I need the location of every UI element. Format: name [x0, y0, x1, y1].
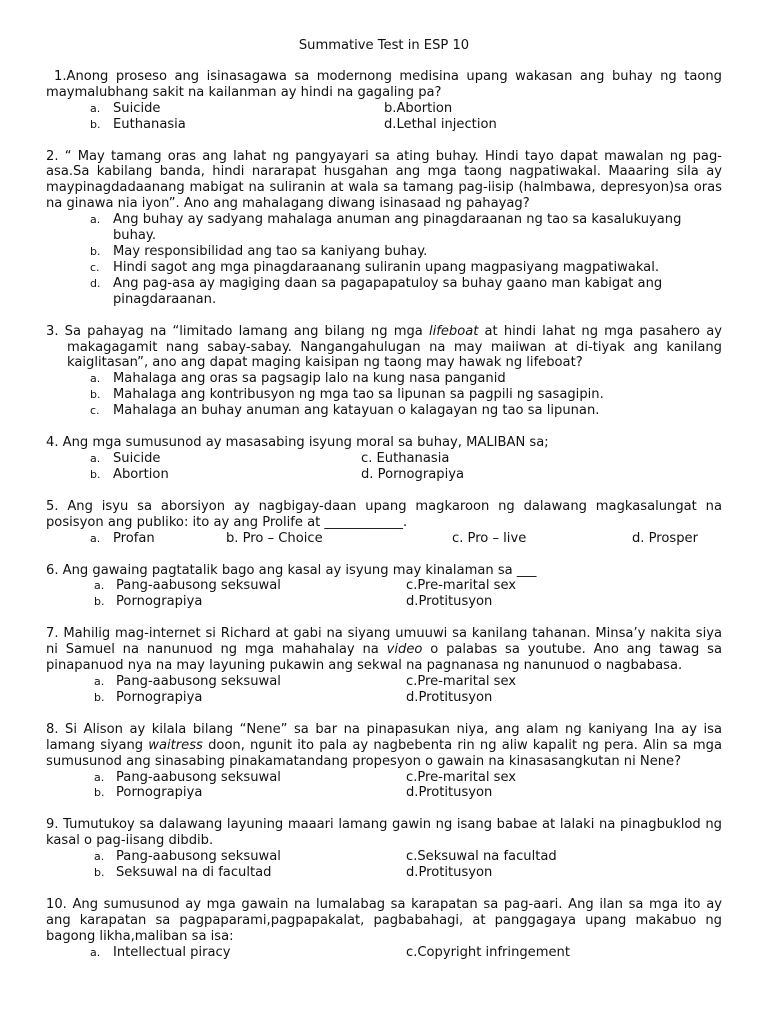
question-6-options — [46, 578, 722, 610]
question-1 — [46, 69, 722, 133]
option-b: b. Mahalaga ang kontribusyon ng mga tao sa lipunan sa pagpili ng sasagipin. — [90, 387, 604, 403]
option-b: b. Pornograpiya — [94, 785, 203, 801]
option-a-marker: a. — [90, 531, 101, 545]
option-a: a. Pang-aabusong seksuwal — [94, 578, 281, 594]
option-c: c.Copyright infringement — [406, 944, 570, 960]
question-3 — [46, 324, 722, 419]
question-6 — [46, 563, 722, 611]
option-b: b. Pornograpiya — [94, 689, 203, 705]
question-1-stem: 1.Anong proseso ang isinasagawa sa modernong medisina upang wakasan ang buhay ng taong maymalubhang sakit na kailanman ay hindi na gagaling pa? — [46, 68, 722, 100]
question-9-stem: 9. Tumutukoy sa dalawang layuning maaari lamang gawin ng isang babae at lalaki na pinagbuklod ng kasal o pag-iisang dibdib. — [46, 817, 722, 849]
option-c: c.Pre-marital sex — [406, 578, 517, 594]
option-d: d. Prosper — [632, 530, 698, 546]
question-2 — [46, 149, 722, 308]
option-a: a. Suicide — [90, 450, 161, 466]
option-c: c.Pre-marital sex — [406, 674, 517, 689]
question-9-options — [46, 849, 722, 881]
option-c: c. Hindi sagot ang mga pinagdaraanang suliranin upang magpasiyang magpatiwakal. — [90, 259, 659, 275]
option-a: a. Suicide — [90, 100, 161, 116]
option-d: d.Lethal injection — [384, 116, 497, 132]
option-a: a. Intellectual piracy — [90, 944, 231, 960]
question-9 — [46, 817, 722, 881]
option-d: d.Protitusyon — [406, 785, 493, 801]
question-2-options — [46, 212, 722, 307]
question-10 — [46, 897, 722, 961]
option-a: a. Pang-aabusong seksuwal — [94, 769, 281, 785]
option-d: d. Ang pag-asa ay magiging daan sa pagapapatuloy sa buhay gaano man kabigat ang pinagdaraanan. — [90, 275, 663, 307]
option-a: a. Pang-aabusong seksuwal — [94, 849, 281, 865]
question-6-stem: 6. Ang gawaing pagtatalik bago ang kasal ay isyung may kinalaman sa ___ — [46, 562, 537, 578]
question-3-stem: 3. Sa pahayag na “limitado lamang ang bilang ng mga lifeboat at hindi lahat ng mga pasahero ay makagagamit nang sabay-sabay. Nangangahulugan na may maiiwan at di-tiyak ang kanilang kaiglitasan”, ano ang dapat maging kaisipan ng taong may hawak ng lifeboat? — [46, 323, 722, 371]
option-a: a. Pang-aabusong seksuwal — [94, 674, 281, 689]
option-d: d.Protitusyon — [406, 689, 493, 705]
option-c: c. Pro – live — [452, 530, 527, 546]
question-4-stem: 4. Ang mga sumusunod ay masasabing isyung moral sa buhay, MALIBAN sa; — [46, 435, 549, 451]
option-d: d. Pornograpiya — [361, 466, 464, 482]
question-5 — [46, 499, 722, 547]
question-7-options — [46, 674, 722, 706]
option-b: b. Abortion — [90, 466, 169, 482]
option-d: d.Protitusyon — [406, 865, 493, 881]
question-4 — [46, 435, 722, 483]
question-8 — [46, 722, 722, 802]
question-3-options — [46, 371, 722, 419]
option-b: b. Seksuwal na di facultad — [94, 865, 272, 881]
option-c: c. Euthanasia — [361, 450, 450, 466]
option-a: a. Mahalaga ang oras sa pagsagip lalo na kung nasa panganid — [90, 371, 506, 387]
option-c: c. Mahalaga an buhay anuman ang katayuan o kalagayan ng tao sa lipunan. — [90, 403, 600, 419]
option-c: c.Seksuwal na facultad — [406, 849, 557, 865]
question-4-options — [46, 451, 722, 483]
option-c: c.Pre-marital sex — [406, 769, 517, 785]
question-5-options — [46, 531, 722, 547]
question-2-stem: 2. “ May tamang oras ang lahat ng pangyayari sa ating buhay. Hindi tayo dapat mawalan ng pag-asa.Sa kabilang banda, hindi nararapat husgahan ang mga taong nagpatiwakal. Maaaring sila ay maypinagdadaanang mabigat na suliranin at wala sa tamang pag-iisip (halmbawa, depresyon)sa oras na ginawa nia iyon”. Ano ang mahalagang diwang isinasaad ng pahayag? — [46, 148, 722, 212]
option-d: d.Protitusyon — [406, 594, 493, 610]
question-7 — [46, 626, 722, 706]
question-10-stem: 10. Ang sumusunod ay mga gawain na lumalabag sa karapatan sa pag-aari. Ang ilan sa mga ito ay ang karapatan sa pagpaparami,pagpapakalat, pagbabahagi, at panggagaya upang makabuo ng bagong likha,maliban sa isa: — [46, 896, 722, 944]
option-b: b. Pornograpiya — [94, 594, 203, 610]
question-5-stem: 5. Ang isyu sa aborsiyon ay nagbigay-daan upang magkaroon ng dalawang magkasalungat na posisyon ang publiko: ito ay ang Prolife at ____________. — [46, 498, 722, 530]
option-c: b.Abortion — [384, 100, 453, 116]
question-1-options — [46, 101, 722, 133]
option-b: b. May responsibilidad ang tao sa kaniyang buhay. — [90, 243, 428, 259]
option-b: b. Pro – Choice — [226, 530, 323, 546]
question-8-stem: 8. Si Alison ay kilala bilang “Nene” sa bar na pinapasukan niya, ang alam ng kaniyang Ina ay isa lamang siyang waitress doon, ngunit ito pala ay nagbebenta rin ng aliw kapalit ng pera. Alin sa mga sumusunod ang sinasabing pinakamatandang propesyon o gawain na kinasasangkutan ni Nene? — [46, 721, 722, 769]
option-a: a. Ang buhay ay sadyang mahalaga anuman ang pinagdaraanan ng tao sa kasalukuyang buhay. — [90, 212, 682, 244]
question-10-options — [46, 945, 722, 961]
option-a: Profan — [113, 530, 155, 546]
question-7-stem: 7. Mahilig mag-internet si Richard at gabi na siyang umuuwi sa kanilang tahanan. Minsa’y nakita siya ni Samuel na nanunuod ng mga mahahalay na video o palabas sa youtube. Ano ang tawag sa pinapanuod nya na may layuning pukawin ang sekwal na pagnanasa ng nanunuod o nagbabasa. — [46, 626, 722, 674]
question-8-options — [46, 770, 722, 802]
page-title: Summative Test in ESP 10 — [298, 38, 470, 53]
option-b: b. Euthanasia — [90, 116, 186, 132]
